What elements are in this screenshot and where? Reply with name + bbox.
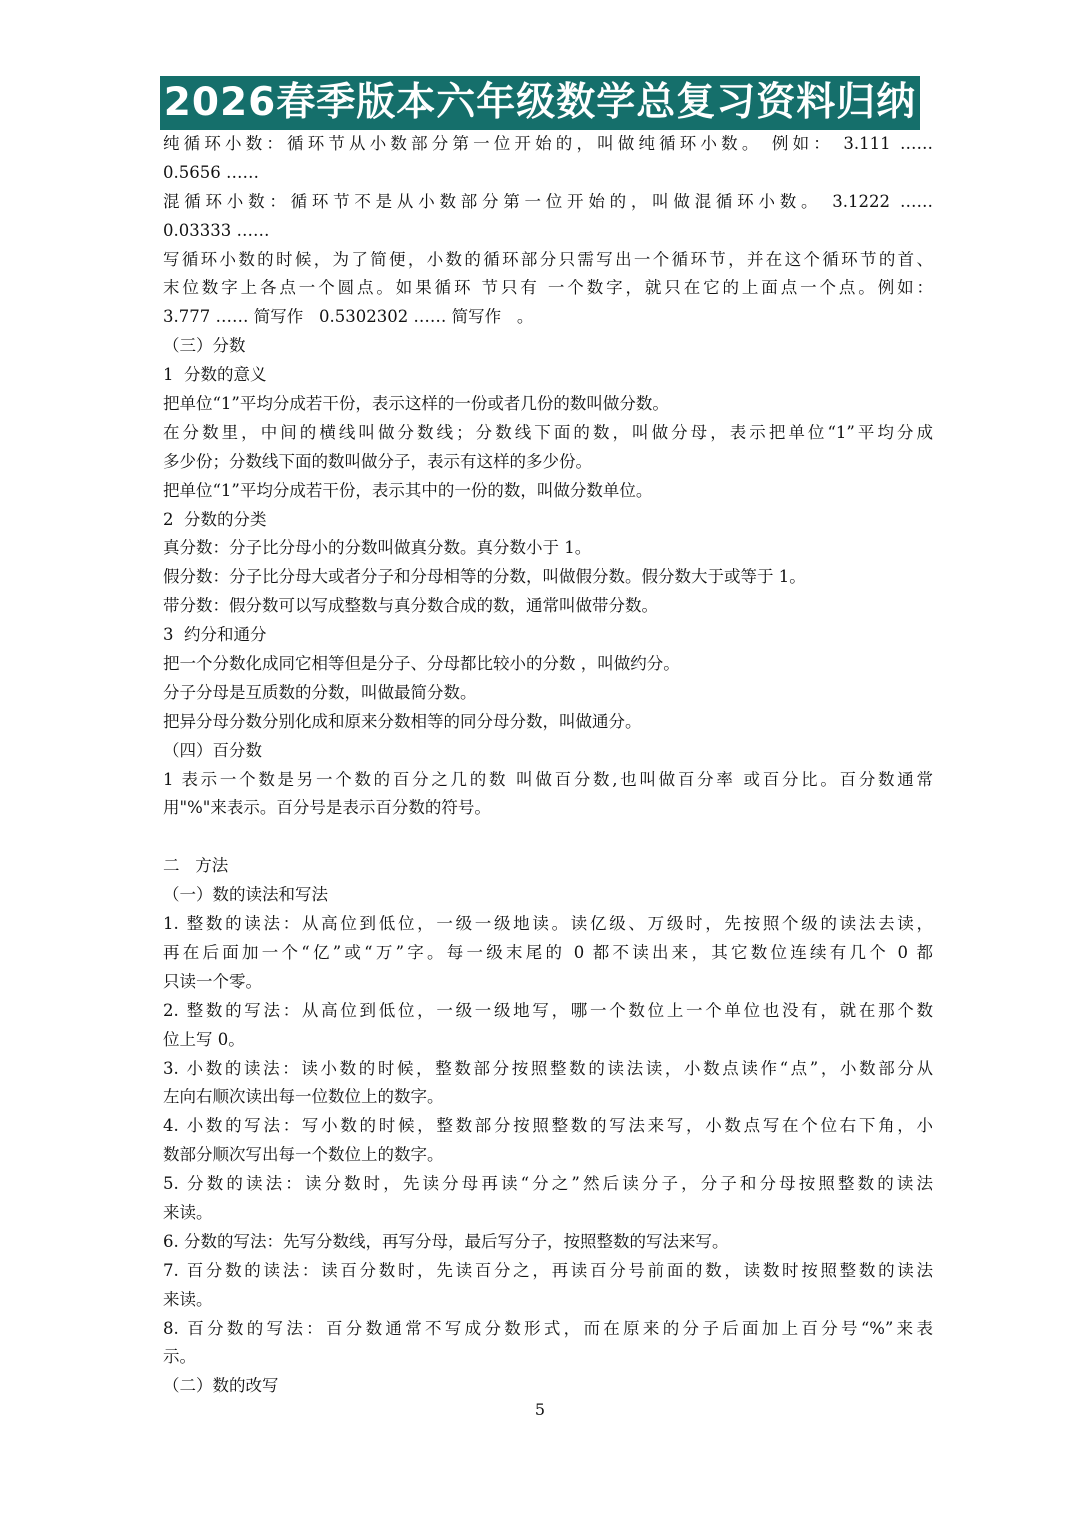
subsection-heading: 2 分数的分类 xyxy=(163,509,267,529)
text-line: 3. 小数的读法：读小数的时候，整数部分按照整数的读法读，小数点读作“点”，小数部分从 xyxy=(163,1058,933,1078)
section-heading: （四）百分数 xyxy=(163,740,262,760)
subsection-heading: 3 约分和通分 xyxy=(163,625,267,645)
text-line: 纯循环小数：循环节从小数部分第一位开始的，叫做纯循环小数。 例如： 3.111 …… xyxy=(163,134,933,153)
text-line: 分子分母是互质数的分数，叫做最简分数。 xyxy=(163,682,477,702)
text-line: 把单位“1”平均分成若干份，表示这样的一份或者几份的数叫做分数。 xyxy=(163,394,669,414)
text-line: 在分数里，中间的横线叫做分数线；分数线下面的数，叫做分母，表示把单位“1”平均分成 xyxy=(163,422,933,442)
text-line: 示。 xyxy=(163,1347,196,1367)
text-line: 6. 分数的写法：先写分数线，再写分母，最后写分子，按照整数的写法来写。 xyxy=(163,1231,729,1251)
section-heading: （三）分数 xyxy=(163,336,246,356)
text-line: 3.777 …… 简写作 0.5302302 …… 简写作 。 xyxy=(163,307,534,327)
section-heading: （二）数的改写 xyxy=(163,1376,279,1396)
text-line: 写循环小数的时候，为了简便，小数的循环部分只需写出一个循环节，并在这个循环节的首、 xyxy=(163,249,933,269)
text-line: 用"%"来表示。百分号是表示百分数的符号。 xyxy=(163,798,491,818)
text-line: 只读一个零。 xyxy=(163,971,262,991)
subsection-heading: 1 分数的意义 xyxy=(163,365,267,385)
document-body xyxy=(163,130,933,1401)
text-line: 位上写 0。 xyxy=(163,1029,245,1049)
page-number: 5 xyxy=(534,1400,546,1419)
text-line: 来读。 xyxy=(163,1289,213,1309)
text-line: 4. 小数的写法：写小数的时候，整数部分按照整数的写法来写，小数点写在个位右下角，小 xyxy=(163,1116,933,1136)
text-line: 把一个分数化成同它相等但是分子、分母都比较小的分数 ，叫做约分。 xyxy=(163,654,680,674)
text-line: 1 表示一个数是另一个数的百分之几的数 叫做百分数,也叫做百分率 或百分比。百分数通常 xyxy=(163,769,933,789)
text-line: 2. 整数的写法：从高位到低位，一级一级地写，哪一个数位上一个单位也没有，就在那个数 xyxy=(163,1000,933,1020)
text-line: 来读。 xyxy=(163,1202,213,1222)
text-line: 假分数：分子比分母大或者分子和分母相等的分数，叫做假分数。假分数大于或等于 1。 xyxy=(163,567,806,587)
text-line: 混循环小数：循环节不是从小数部分第一位开始的，叫做混循环小数。 3.1222 …… xyxy=(163,191,933,211)
blank-line xyxy=(163,823,933,852)
text-line: 8. 百分数的写法：百分数通常不写成分数形式，而在原来的分子后面加上百分号“%”来表 xyxy=(163,1318,933,1338)
text-line: 把单位“1”平均分成若干份，表示其中的一份的数，叫做分数单位。 xyxy=(163,480,653,500)
text-line: 1. 整数的读法：从高位到低位，一级一级地读。读亿级、万级时，先按照个级的读法去读， xyxy=(163,914,933,934)
text-line: 0.03333 …… xyxy=(163,220,270,240)
text-line: 多少份；分数线下面的数叫做分子，表示有这样的多少份。 xyxy=(163,451,592,471)
text-line: 左向右顺次读出每一位数位上的数字。 xyxy=(163,1087,444,1107)
title-banner xyxy=(0,76,1080,130)
text-line: 7. 百分数的读法：读百分数时，先读百分之，再读百分号前面的数，读数时按照整数的读法 xyxy=(163,1260,933,1280)
text-line: 5. 分数的读法：读分数时，先读分母再读“分之”然后读分子，分子和分母按照整数的读法 xyxy=(163,1174,933,1194)
text-line: 真分数：分子比分母小的分数叫做真分数。真分数小于 1。 xyxy=(163,538,592,558)
text-line: 带分数：假分数可以写成整数与真分数合成的数，通常叫做带分数。 xyxy=(163,596,658,616)
text-line: 再在后面加一个“亿”或“万”字。每一级末尾的 0 都不读出来，其它数位连续有几个 0 都 xyxy=(163,942,933,962)
chapter-heading: 二 方法 xyxy=(163,856,229,876)
text-line: 把异分母分数分别化成和原来分数相等的同分母分数，叫做通分。 xyxy=(163,711,642,731)
section-heading: （一）数的读法和写法 xyxy=(163,885,328,905)
document-title: 2026春季版本六年级数学总复习资料归纳 xyxy=(160,76,921,130)
text-line: 末位数字上各点一个圆点。如果循环 节只有 一个数字，就只在它的上面点一个点。例如： xyxy=(163,278,933,298)
text-line: 数部分顺次写出每一个数位上的数字。 xyxy=(163,1145,444,1165)
text-line: 0.5656 …… xyxy=(163,162,259,182)
